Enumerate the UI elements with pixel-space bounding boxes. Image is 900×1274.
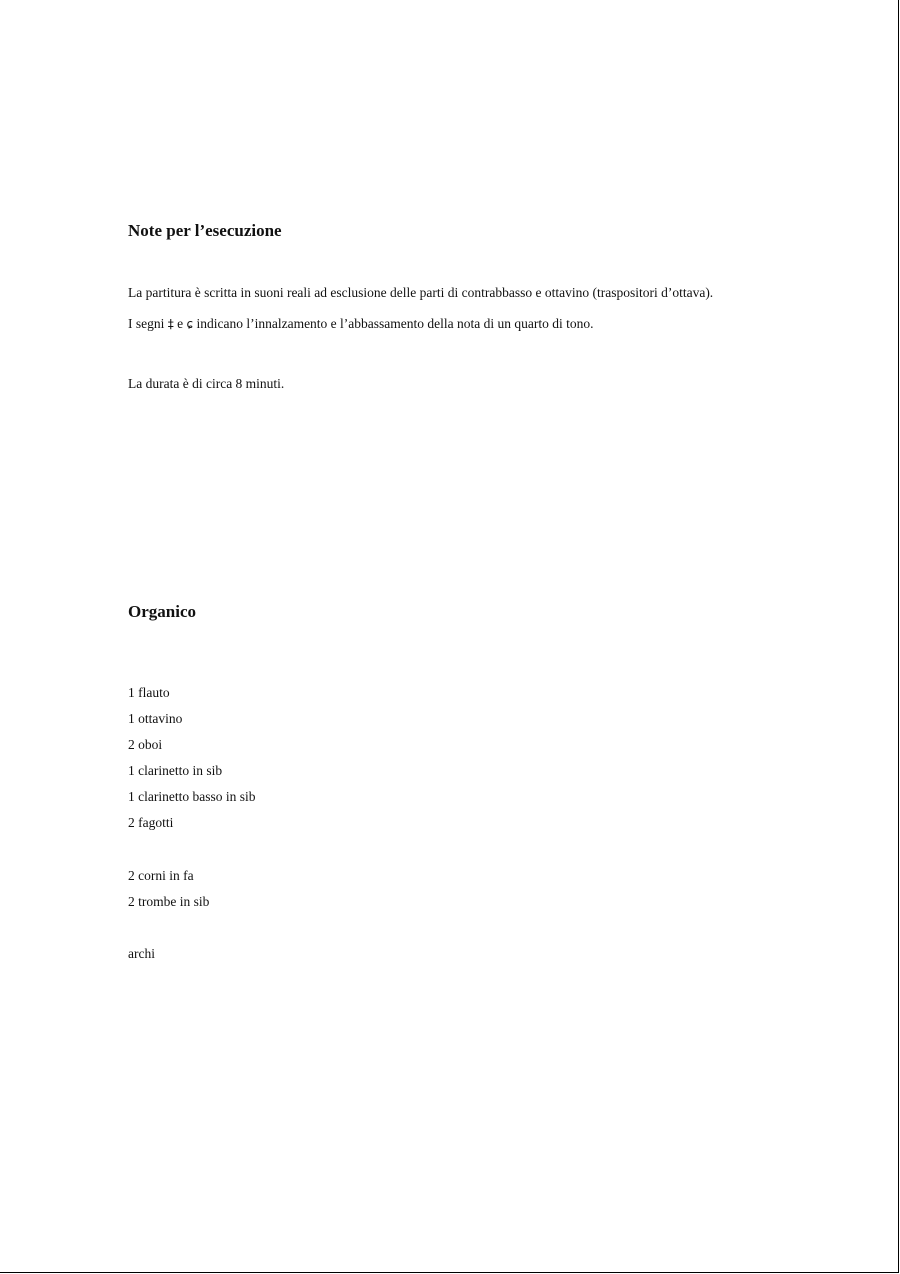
instrument-item: 1 clarinetto in sib	[128, 763, 223, 778]
quarter-tone-text-start: I segni	[128, 316, 168, 331]
quarter-flat-symbol: ɕ	[186, 317, 194, 331]
notes-line-transposition: La partitura è scritta in suoni reali ad esclusione delle parti di contrabbasso e ottavino (traspositori d’ottava).	[128, 285, 714, 300]
instrument-item: 1 flauto	[128, 685, 170, 700]
notes-line-quarter-tones	[128, 316, 594, 332]
quarter-sharp-symbol: ‡	[167, 317, 174, 331]
duration-note: La durata è di circa 8 minuti.	[128, 376, 285, 391]
woodwinds-list	[128, 680, 255, 836]
quarter-tone-text-end: indicano l’innalzamento e l’abbassamento della nota di un quarto di tono.	[193, 316, 594, 331]
strings-list	[128, 941, 155, 967]
instrument-item: 1 ottavino	[128, 711, 183, 726]
organico-heading: Organico	[128, 602, 196, 621]
quarter-tone-text-middle: e	[173, 316, 187, 331]
instrument-item: 2 fagotti	[128, 815, 174, 830]
instrument-item: 2 corni in fa	[128, 868, 194, 883]
instrument-item: 2 trombe in sib	[128, 894, 210, 909]
instrument-item: archi	[128, 946, 155, 961]
brass-list	[128, 863, 209, 915]
instrument-item: 1 clarinetto basso in sib	[128, 789, 256, 804]
instrument-item: 2 oboi	[128, 737, 163, 752]
notes-heading: Note per l’esecuzione	[128, 221, 282, 240]
